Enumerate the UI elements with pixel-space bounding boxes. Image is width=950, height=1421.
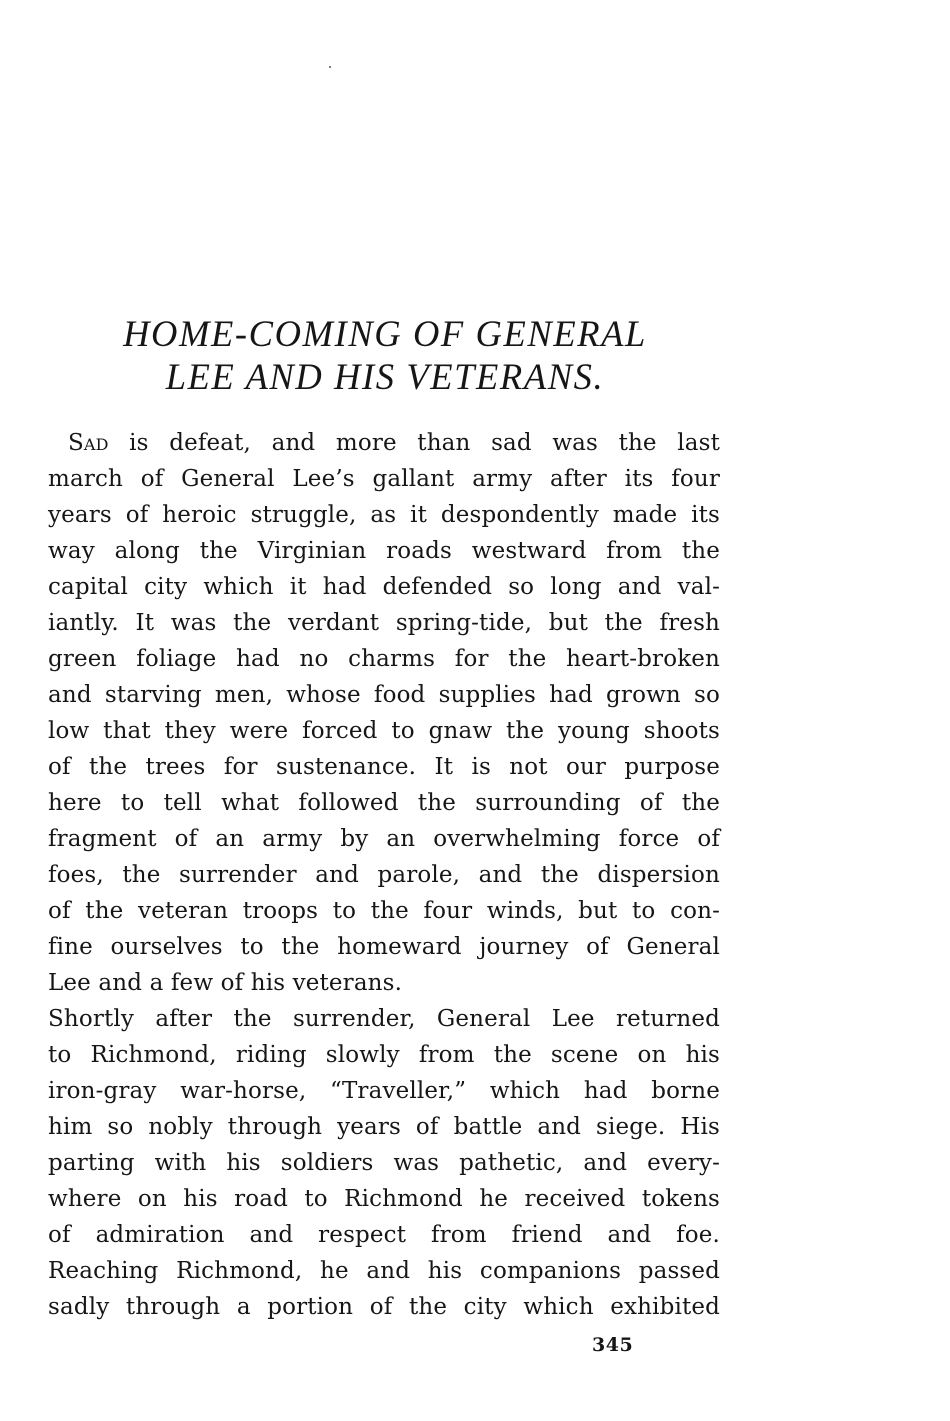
text-line: him so nobly through years of battle and siege. His bbox=[48, 1114, 720, 1140]
text-line: fragment of an army by an overwhelming force of bbox=[48, 826, 720, 852]
text-line: Lee and a few of his veterans. bbox=[48, 970, 403, 996]
text-line: Shortly after the surrender, General Lee returned bbox=[48, 1006, 720, 1032]
text-line: way along the Virginian roads westward from the bbox=[48, 538, 720, 564]
text-line: years of heroic struggle, as it despondently made its bbox=[48, 502, 720, 528]
chapter-title-line-2: LEE AND HIS VETERANS. bbox=[165, 356, 605, 397]
text-line: march of General Lee’s gallant army after its four bbox=[48, 466, 720, 492]
text-line: here to tell what followed the surrounding of the bbox=[48, 790, 720, 816]
text-line: parting with his soldiers was pathetic, and every- bbox=[48, 1150, 720, 1176]
paragraph-1 bbox=[48, 425, 720, 1001]
text-line: fine ourselves to the homeward journey of General bbox=[48, 934, 720, 960]
text-line: green foliage had no charms for the heart-broken bbox=[48, 646, 720, 672]
page-number: 345 bbox=[592, 1334, 634, 1356]
text-line: of the veteran troops to the four winds, but to con- bbox=[48, 898, 720, 924]
chapter-title bbox=[50, 312, 720, 398]
text-line: and starving men, whose food supplies had grown so bbox=[48, 682, 720, 708]
body-text bbox=[48, 425, 720, 1325]
text-line: where on his road to Richmond he received tokens bbox=[48, 1186, 720, 1212]
text-line: capital city which it had defended so long and val- bbox=[48, 574, 720, 600]
text-line: Reaching Richmond, he and his companions passed bbox=[48, 1258, 720, 1284]
lead-word: Sad bbox=[68, 430, 109, 456]
text-line: low that they were forced to gnaw the young shoots bbox=[48, 718, 720, 744]
text-line: sadly through a portion of the city which exhibited bbox=[48, 1294, 720, 1320]
text-line: iantly. It was the verdant spring-tide, but the fresh bbox=[48, 610, 720, 636]
text-line: of the trees for sustenance. It is not our purpose bbox=[48, 754, 720, 780]
paragraph-2 bbox=[48, 1001, 720, 1325]
print-speck bbox=[329, 66, 331, 68]
text-line: to Richmond, riding slowly from the scene on his bbox=[48, 1042, 720, 1068]
text-line: iron-gray war-horse, “Traveller,” which had borne bbox=[48, 1078, 720, 1104]
text-line: of admiration and respect from friend and foe. bbox=[48, 1222, 720, 1248]
chapter-title-line-1: HOME-COMING OF GENERAL bbox=[123, 313, 647, 354]
text-line: Sad is defeat, and more than sad was the last bbox=[68, 430, 720, 456]
text-line: foes, the surrender and parole, and the dispersion bbox=[48, 862, 720, 888]
